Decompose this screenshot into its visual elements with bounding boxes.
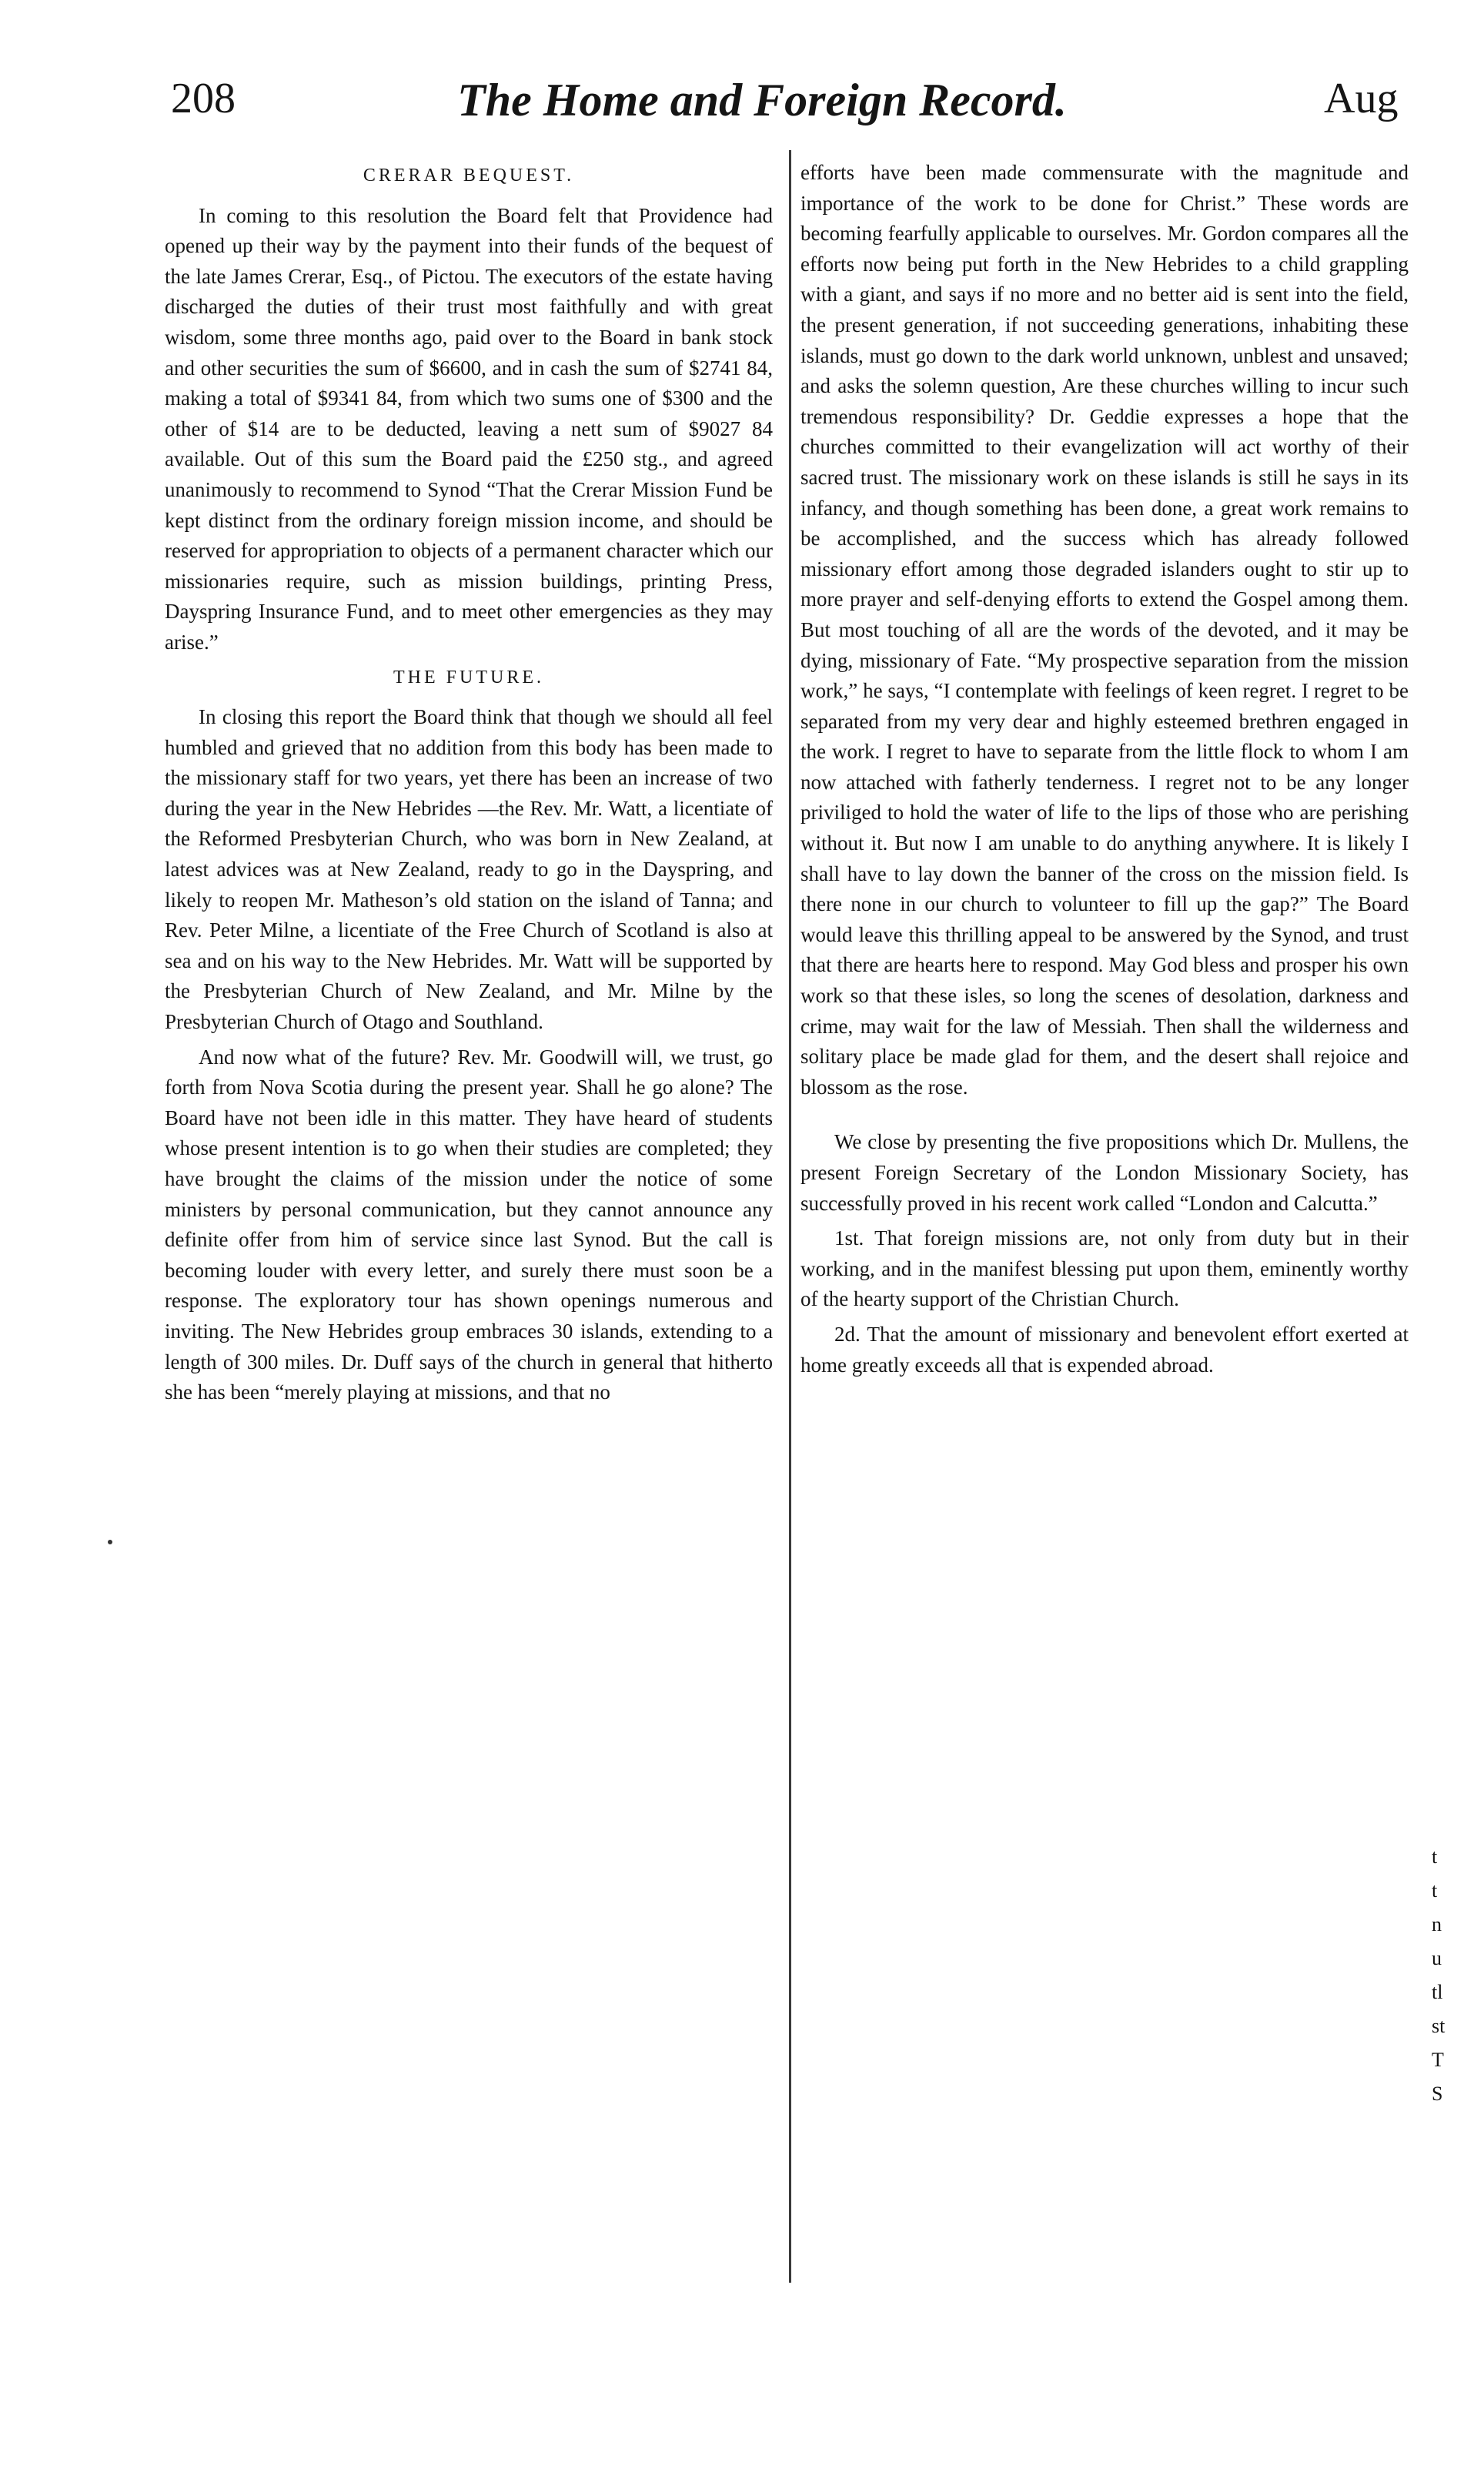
- paragraph: In coming to this resolution the Board felt that Providence had opened up their way by the payment into their funds of the bequest of the late James Crerar, Esq., of Pictou. The executors of the estate having discharged the duties of their trust most faithfully and with great wisdom, some three months ago, paid over to the Board in bank stock and other securities the sum of $6600, and in cash the sum of $2741 84, making a total of $9341 84, from which two sums one of $300 and the other of $14 are to be deducted, leaving a nett sum of $9027 84 available. Out of this sum the Board paid the £250 stg., and agreed unanimously to recommend to Synod “That the Crerar Mission Fund be kept distinct from the ordinary foreign mission income, and should be reserved for appropriation to objects of a permanent character which our missionaries require, such as mission buildings, printing Press, Dayspring Insurance Fund, and to meet other emergencies as they may arise.”: [165, 203, 773, 654]
- right-column: [800, 158, 1409, 1385]
- margin-fragment: S: [1432, 2083, 1443, 2105]
- margin-fragment: n: [1432, 1913, 1442, 1935]
- margin-fragment: t: [1432, 1879, 1438, 1902]
- left-column: [165, 158, 773, 1413]
- paragraph: efforts have been made commensurate with the magnitude and importance of the work to be done for Christ.” These words are becoming fearfully applicable to ourselves. Mr. Gordon compares all the efforts now being put forth in the New Hebrides to a child grappling with a giant, and says if no more and no better aid is sent into the field, the present generation, if not succeeding generations, inhabiting these islands, must go down to the dark world unknown, unblest and unsaved; and asks the solemn question, Are these churches willing to incur such tremendous responsibility? Dr. Geddie expresses a hope that the churches committed to their evangelization will act worthy of their sacred trust. The missionary work on these islands is still he says in its infancy, and though something has been done, a great work remains to be accomplished, and the success which has already followed missionary effort among those degraded islanders ought to stir up to more prayer and self-denying efforts to extend the Gospel among them. But most touching of all are the words of the devoted, and it may be dying, missionary of Fate. “My prospective separation from the mission work,” he says, “I contemplate with feelings of keen regret. I regret to be separated from my very dear and highly esteemed brethren engaged in the work. I regret to have to separate from the little flock to whom I am now attached with fatherly tenderness. I regret not to be any longer priviliged to hold the water of life to the lips of those who are perishing without it. But now I am unable to do anything anywhere. It is likely I shall have to lay down the banner of the cross on the mission field. Is there none in our church to volunteer to fill up the gap?” The Board would leave this thrilling appeal to be answered by the Synod, and trust that there are hearts here to respond. May God bless and prosper his own work so that these isles, so long the scenes of desolation, darkness and crime, may wait for the law of Messiah. Then shall the wilderness and solitary place be made glad for them, and the desert shall rejoice and blossom as the rose.: [800, 161, 1409, 1099]
- running-header: [0, 74, 1484, 143]
- paragraph: We close by presenting the five propositions which Dr. Mullens, the present Foreign Secretary of the London Missionary Society, has successfully proved in his recent work called “London and Calcutta.”: [800, 1130, 1409, 1215]
- margin-fragment: u: [1432, 1947, 1442, 1969]
- section-heading-the-future: THE FUTURE.: [393, 667, 544, 688]
- running-month: Aug: [1324, 75, 1399, 122]
- running-title: The Home and Foreign Record.: [457, 75, 1067, 125]
- paragraph: 1st. That foreign missions are, not only from duty but in their working, and in the manifest blessing put upon them, eminently worthy of the hearty support of the Christian Church.: [800, 1226, 1409, 1311]
- column-divider: [789, 150, 791, 2283]
- paragraph: In closing this report the Board think that though we should all feel humbled and grieved that no addition from this body has been made to the missionary staff for two years, yet there has been an increase of two during the year in the New Hebrides —the Rev. Mr. Watt, a licentiate of the Reformed Presbyterian Church, who was born in New Zealand, at latest advices was at New Zealand, ready to go in the Dayspring, and likely to reopen Mr. Matheson’s old station on the island of Tanna; and Rev. Peter Milne, a licentiate of the Free Church of Scotland is also at sea and on his way to the New Hebrides. Mr. Watt will be supported by the Presbyterian Church of New Zealand, and Mr. Milne by the Presbyterian Church of Otago and Southland.: [165, 705, 773, 1034]
- margin-fragments: [1432, 1840, 1462, 2111]
- margin-fragment: st: [1432, 2015, 1446, 2037]
- margin-fragment: T: [1432, 2049, 1444, 2071]
- page-number: 208: [171, 75, 236, 122]
- section-heading-crerar-bequest: CRERAR BEQUEST.: [363, 166, 575, 186]
- ink-dot: [108, 1540, 112, 1544]
- paragraph: And now what of the future? Rev. Mr. Goodwill will, we trust, go forth from Nova Scotia during the present year. Shall he go alone? The Board have not been idle in this matter. They have heard of students whose present intention is to go when their studies are completed; they have brought the claims of the mission under the notice of some ministers by personal communication, but they cannot announce any definite offer from him of service since last Synod. But the call is becoming louder with every letter, and surely there must soon be a response. The exploratory tour has shown openings numerous and inviting. The New Hebrides group embraces 30 islands, extending to a length of 300 miles. Dr. Duff says of the church in general that hitherto she has been “merely playing at missions, and that no: [165, 1045, 773, 1404]
- margin-fragment: t: [1432, 1845, 1438, 1868]
- paragraph: 2d. That the amount of missionary and benevolent effort exerted at home greatly exceeds all that is expended abroad.: [800, 1322, 1409, 1377]
- paragraph-gap: [800, 1107, 1409, 1127]
- margin-fragment: tl: [1432, 1981, 1443, 2003]
